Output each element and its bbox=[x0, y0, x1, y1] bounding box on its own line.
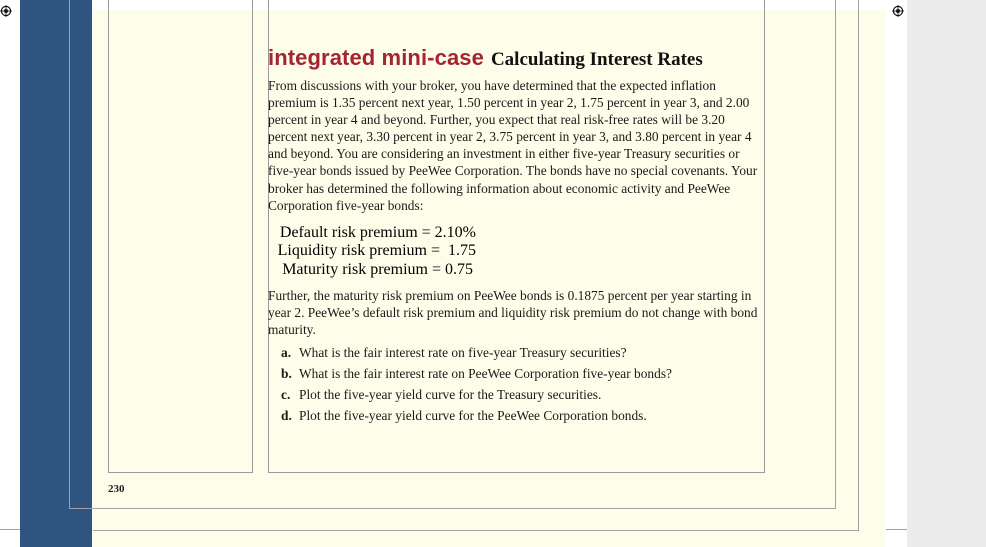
premium-row: Liquidity risk premium = 1.75 bbox=[277, 242, 476, 259]
premium-label: Maturity risk premium bbox=[282, 261, 428, 278]
question-text: What is the fair interest rate on five-year Treasury securities? bbox=[299, 345, 627, 360]
crop-mark bbox=[886, 529, 907, 530]
question-text: Plot the five-year yield curve for the Treasury securities. bbox=[299, 387, 602, 402]
question-letter: c. bbox=[281, 387, 291, 402]
premium-label: Default risk premium bbox=[279, 224, 418, 241]
question-item bbox=[281, 408, 647, 424]
guide-line bbox=[835, 0, 836, 509]
section-label: integrated mini-case bbox=[268, 45, 484, 70]
premium-label: Liquidity risk premium bbox=[277, 242, 427, 259]
guide-line bbox=[69, 508, 836, 509]
crop-mark bbox=[0, 529, 20, 530]
section-title: Calculating Interest Rates bbox=[490, 49, 703, 70]
premium-value: 0.75 bbox=[445, 261, 473, 278]
question-item bbox=[281, 387, 601, 403]
intro-paragraph: From discussions with your broker, you have determined that the expected inflation premium is 1.35 percent next year, 1.50 percent in year 2, 1.75 percent in year 3, and 2.00 percent in year 4 and beyond. Further, you expect that real risk-free rates will be 3.20 percent next year, 3.30 percent in year 2, 3.75 percent in year 3, and 3.80 percent in year 4 and beyond. You are considering an investment in either five-year Treasury securities or five-year bonds issued by PeeWee Corporation. The bonds have no special covenants. Your broker has determined the following information about economic activity and PeeWee Corporation five-year bonds: bbox=[268, 78, 758, 213]
question-item bbox=[281, 366, 672, 382]
question-text: What is the fair interest rate on PeeWee Corporation five-year bonds? bbox=[299, 366, 672, 381]
premium-row: Default risk premium = 2.10% bbox=[279, 224, 476, 241]
registration-mark-icon bbox=[892, 5, 904, 17]
followup-paragraph: Further, the maturity risk premium on PeeWee bonds is 0.1875 percent per year starting in year 2. PeeWee’s default risk premium and liquidity risk premium do not change with bond maturity. bbox=[268, 288, 758, 338]
question-letter: a. bbox=[281, 345, 292, 360]
section-heading bbox=[268, 44, 703, 75]
guide-line bbox=[69, 0, 70, 509]
question-item bbox=[281, 345, 627, 361]
premium-value: 2.10% bbox=[434, 224, 476, 241]
margin-column-frame bbox=[108, 0, 253, 473]
question-text: Plot the five-year yield curve for the PeeWee Corporation bonds. bbox=[299, 408, 647, 423]
premium-row: Maturity risk premium = 0.75 bbox=[282, 261, 473, 278]
registration-mark-icon bbox=[0, 5, 12, 17]
guide-line bbox=[93, 530, 859, 531]
question-letter: b. bbox=[281, 366, 292, 381]
page-number: 230 bbox=[108, 483, 125, 495]
side-color-band bbox=[20, 0, 92, 547]
question-letter: d. bbox=[281, 408, 292, 423]
guide-line bbox=[858, 0, 859, 531]
viewer-gutter bbox=[907, 0, 986, 547]
premium-value: 1.75 bbox=[448, 242, 476, 259]
